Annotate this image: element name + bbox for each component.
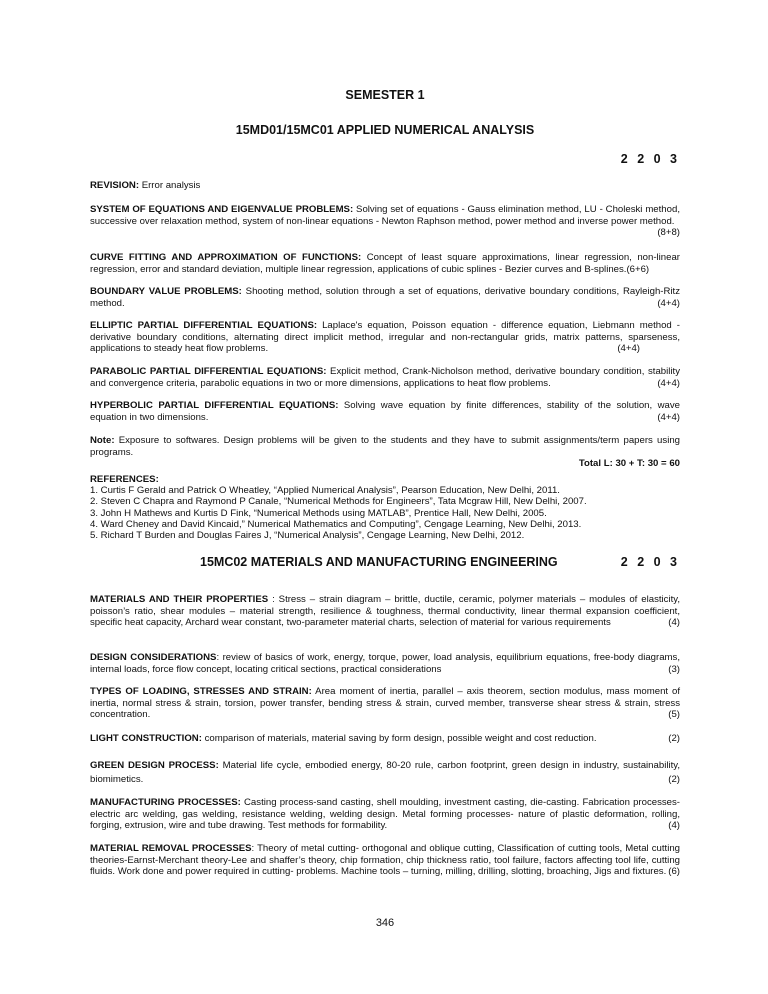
- section-title: LIGHT CONSTRUCTION:: [90, 733, 202, 744]
- section-hours: (4): [668, 820, 680, 832]
- section-title: MANUFACTURING PROCESSES:: [90, 797, 241, 808]
- section-title: GREEN DESIGN PROCESS:: [90, 760, 219, 771]
- section-title: PARABOLIC PARTIAL DIFFERENTIAL EQUATIONS:: [90, 366, 327, 377]
- section-title: CURVE FITTING AND APPROXIMATION OF FUNCTIONS:: [90, 252, 362, 263]
- section-title: MATERIAL REMOVAL PROCESSES: [90, 843, 252, 854]
- section-title: REVISION:: [90, 180, 140, 191]
- section-design-considerations: [90, 652, 680, 675]
- section-curve-fitting: [90, 252, 680, 275]
- section-types-of-loading: [90, 686, 680, 721]
- reference-item: 1. Curtis F Gerald and Patrick O Wheatley, “Applied Numerical Analysis”, Pearson Education, New Delhi, 2011.: [90, 485, 560, 497]
- semester-heading: SEMESTER 1: [345, 88, 425, 102]
- section-hours: (6+6): [626, 263, 650, 275]
- section-light-construction: [90, 733, 680, 745]
- section-text: Solving set of equations - Gauss elimination method, LU - Choleski method, successive over relaxation method, system of non-linear equations - Newton Raphson method, power method and inverse power method.: [90, 204, 680, 227]
- section-text: : Theory of metal cutting- orthogonal and oblique cutting, Classification of cutting tools, Metal cutting theories-Earnst-Merchant theory-Lee and shaffer’s theory, chip formation, chip thickness ratio, tool failure, factors affecting tool life, cutting fluids. Work done and power required in cutting- problems. Machine tools – turning, milling, drilling, slotting, broaching, Jigs and fixtures.: [90, 843, 680, 878]
- section-hours: (4+4): [657, 377, 680, 389]
- section-title: SYSTEM OF EQUATIONS AND EIGENVALUE PROBLEMS:: [90, 204, 354, 215]
- course1-note: [90, 435, 680, 458]
- section-title: BOUNDARY VALUE PROBLEMS:: [90, 286, 242, 297]
- section-system-of-equations: [90, 204, 680, 239]
- section-title: MATERIALS AND THEIR PROPERTIES: [90, 594, 269, 605]
- section-manufacturing-processes: [90, 797, 680, 832]
- section-hours: (8+8): [657, 227, 680, 239]
- course1-credits: 2 2 0 3: [620, 152, 680, 166]
- section-hyperbolic-pde: [90, 400, 680, 423]
- section-text: Explicit method, Crank-Nicholson method, derivative boundary condition, stability and convergence criteria, parabolic equations in two or more dimensions, applications to heat flow problems.: [90, 366, 681, 389]
- section-green-design: [90, 759, 680, 787]
- section-text: Casting process-sand casting, shell moulding, investment casting, die-casting. Fabrication processes- electric arc welding, gas welding, resistance welding, welding design. Metal forming processes- nature of plastic deformation, rolling, forging, extrusion, wire and tube drawing. Test methods for formability.: [90, 797, 680, 832]
- section-text: Error analysis: [139, 180, 201, 191]
- section-text: Solving wave equation by finite differences, stability of the solution, wave equation in two dimensions.: [90, 400, 680, 423]
- section-text: Material life cycle, embodied energy, 80-20 rule, carbon footprint, green design in industry, sustainability, biomimetics.: [90, 760, 680, 785]
- section-revision: [90, 180, 680, 192]
- note-text: Exposure to softwares. Design problems will be given to the students and they have to submit assignments/term papers using programs.: [90, 435, 680, 458]
- section-hours: (5): [668, 709, 680, 721]
- section-text: Concept of least square approximations, linear regression, non-linear regression, error and standard deviation, multiple linear regression, applications of cubic splines - Bezier curves and B-splines.: [90, 252, 681, 275]
- reference-item: 5. Richard T Burden and Douglas Faires J, “Numerical Analysis”, Cengage Learning, New Delhi, 2012.: [90, 530, 525, 542]
- section-boundary-value: [90, 286, 680, 309]
- section-text: Laplace's equation, Poisson equation - difference equation, Liebmann method - derivative boundary conditions, alternating direct implicit method, irregular and non-rectangular grids, matrix patterns, sparseness, applications to steady heat flow problems.: [90, 320, 680, 355]
- course1-total: Total L: 30 + T: 30 = 60: [578, 458, 680, 469]
- section-title: DESIGN CONSIDERATIONS: [90, 652, 217, 663]
- reference-item: 4. Ward Cheney and David Kincaid,” Numerical Mathematics and Computing”, Cengage Learning, New Delhi, 2013.: [90, 518, 582, 530]
- course1-title: 15MD01/15MC01 APPLIED NUMERICAL ANALYSIS: [235, 123, 535, 137]
- section-text: comparison of materials, material saving by form design, possible weight and cost reduction.: [201, 733, 597, 744]
- course2-credits: 2 2 0 3: [620, 555, 680, 569]
- section-elliptic-pde: [90, 320, 680, 355]
- reference-item: 3. John H Mathews and Kurtis D Fink, “Numerical Methods using MATLAB”, Prentice Hall, New Delhi, 2005.: [90, 507, 547, 519]
- section-hours: (4): [668, 617, 680, 629]
- section-material-removal: [90, 843, 680, 878]
- reference-item: 2. Steven C Chapra and Raymond P Canale, “Numerical Methods for Engineers”, Tata Mcgraw Hill, New Delhi, 2007.: [90, 496, 587, 508]
- section-hours: (4+4): [657, 411, 680, 423]
- page-number: 346: [375, 917, 395, 929]
- section-hours: (6): [668, 866, 680, 878]
- section-parabolic-pde: [90, 366, 680, 389]
- section-text: : review of basics of work, energy, torque, power, load analysis, equilibrium equations, free-body diagrams, internal loads, force flow concept, locating critical sections, practical considerations: [90, 652, 680, 675]
- section-title: TYPES OF LOADING, STRESSES AND STRAIN:: [90, 686, 312, 697]
- section-hours: (4+4): [617, 343, 640, 355]
- section-text: : Stress – strain diagram – brittle, ductile, ceramic, polymer materials – modules of elasticity, poisson’s ratio, shear modules – material strength, resilience & toughness, thermal conductivity, linear thermal expansion coefficient, specific heat capacity, Archard wear constant, two-parameter material charts, selection of material for various requirements: [90, 594, 681, 629]
- section-text: Shooting method, solution through a set of equations, derivative boundary conditions, Rayleigh-Ritz method.: [90, 286, 680, 309]
- section-hours: (2): [668, 774, 680, 785]
- section-materials-properties: [90, 594, 680, 629]
- references-heading: REFERENCES:: [90, 474, 159, 485]
- course1-references: [90, 474, 680, 541]
- note-title: Note:: [90, 435, 115, 446]
- section-hours: (3): [668, 663, 680, 675]
- course2-title: 15MC02 MATERIALS AND MANUFACTURING ENGINEERING: [200, 555, 558, 569]
- section-title: ELLIPTIC PARTIAL DIFFERENTIAL EQUATIONS:: [90, 320, 318, 331]
- section-hours: (2): [668, 733, 680, 744]
- section-text: Area moment of inertia, parallel – axis theorem, section modulus, mass moment of inertia, normal stress & strain, torsion, power transfer, bending stress & strain, curved member, transverse shear stress & strain, stress concentration.: [90, 686, 680, 721]
- section-hours: (4+4): [657, 297, 680, 309]
- section-title: HYPERBOLIC PARTIAL DIFFERENTIAL EQUATIONS:: [90, 400, 339, 411]
